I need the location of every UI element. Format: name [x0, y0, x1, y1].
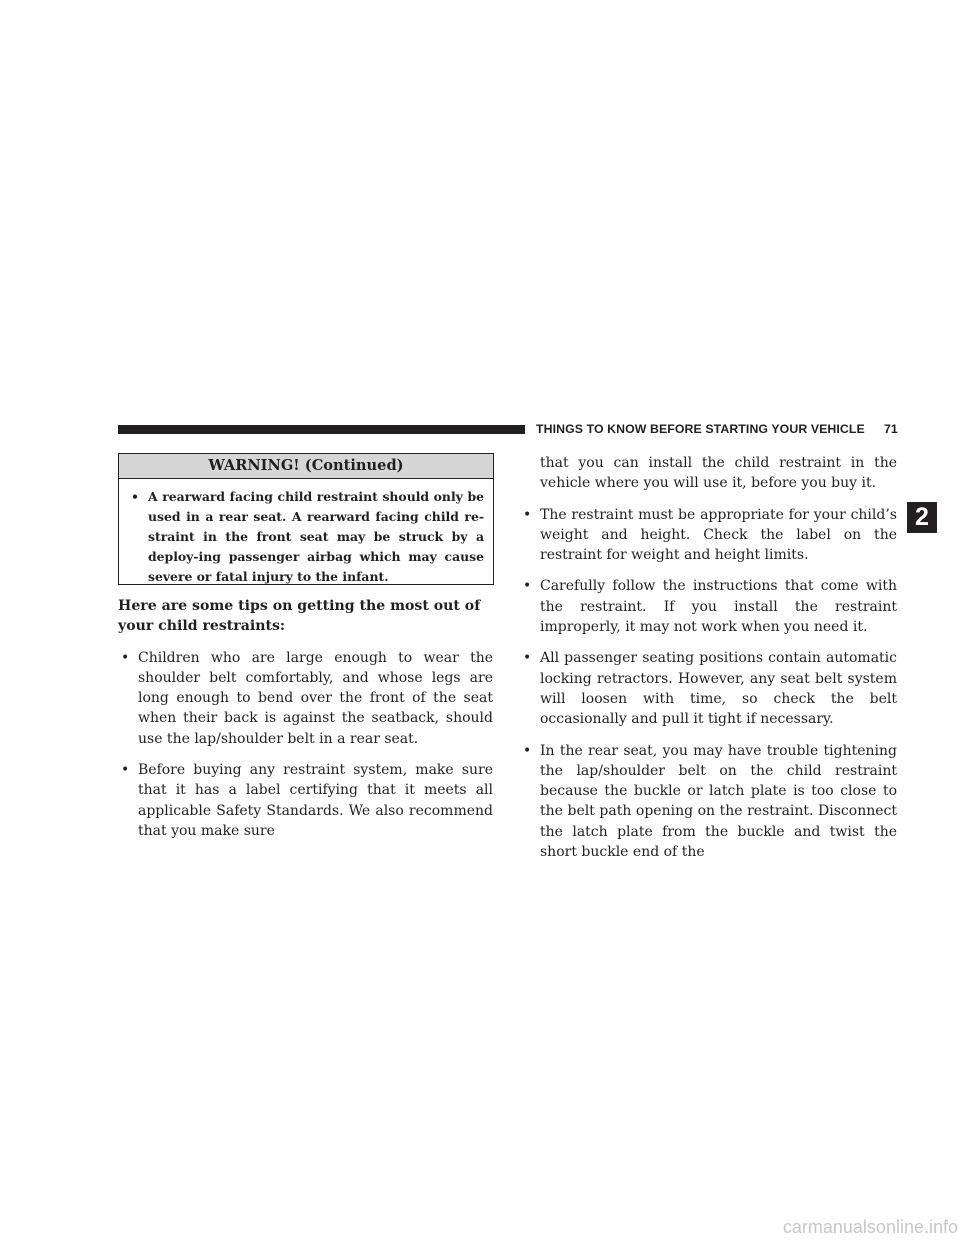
bullet-icon: • [523, 506, 532, 523]
list-item [118, 648, 493, 749]
tips-intro: Here are some tips on getting the most out of your child restraints: [118, 598, 481, 635]
list-item-text: Before buying any restraint system, make sure that it has a label certifying that it meets all applicable Safety Standards. We also recommend that you make sure [138, 762, 493, 839]
list-item-text: In the rear seat, you may have trouble tightening the lap/shoulder belt on the child restraint because the buckle or latch plate is too close to the belt path opening on the restraint. Disconnect the latch plate from the buckle and twist the short buckle end of the [540, 742, 897, 861]
bullet-icon: • [523, 742, 532, 759]
list-item-text: Children who are large enough to wear the shoulder belt comfortably, and whose legs are long enough to bend over the front of the seat when their back is against the seatback, should use the lap/shoulder belt in a rear seat. [138, 649, 493, 747]
bullet-icon: • [523, 578, 532, 595]
bullet-icon: • [131, 489, 139, 504]
list-item-text: Carefully follow the instructions that come with the restraint. If you install the restraint improperly, it may not work when you need it. [540, 578, 897, 636]
continued-paragraph: that you can install the child restraint in the vehicle where you will use it, before you buy it. [540, 455, 897, 492]
left-column [118, 596, 493, 852]
chapter-tab: 2 [907, 502, 937, 533]
header-rule [118, 425, 525, 434]
warning-body [128, 487, 484, 587]
watermark: carmanualsonline.info [782, 1217, 958, 1237]
warning-bullet [128, 487, 484, 587]
right-column [520, 453, 897, 873]
bullet-icon: • [121, 649, 130, 666]
list-item [520, 576, 897, 637]
list-item [520, 741, 897, 863]
warning-box [118, 453, 494, 585]
warning-title: WARNING! (Continued) [119, 454, 493, 479]
list-item [520, 648, 897, 729]
warning-bullet-text: A rearward facing child restraint should only be used in a rear seat. A rearward facing child re-straint in the front seat may be struck by a deploy-ing passenger airbag which may cause severe or fatal injury to the infant. [148, 489, 484, 584]
list-item-text: The restraint must be appropriate for your child’s weight and height. Check the label on the restraint for weight and height limits. [540, 506, 897, 564]
list-item [520, 505, 897, 566]
section-title: THINGS TO KNOW BEFORE STARTING YOUR VEHICLE [536, 422, 865, 436]
bullet-icon: • [523, 650, 532, 667]
bullet-icon: • [121, 762, 130, 779]
page-number: 71 [884, 422, 898, 436]
list-item-text: All passenger seating positions contain automatic locking retractors. However, any seat belt system will loosen with time, so check the belt occasionally and pull it tight if necessary. [540, 650, 897, 728]
list-item [118, 760, 493, 841]
